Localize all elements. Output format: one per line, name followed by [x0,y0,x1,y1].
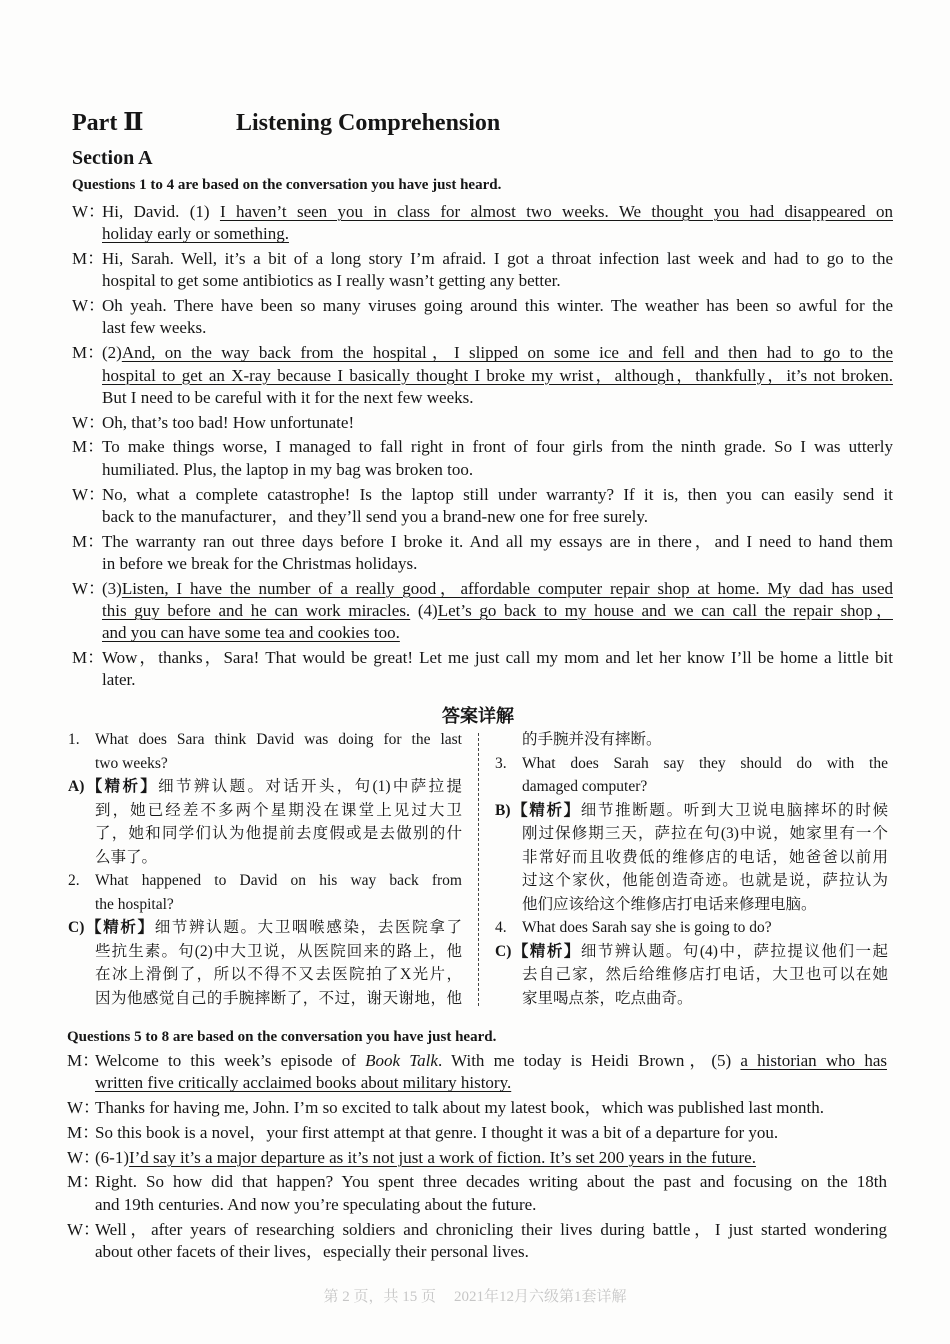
text-line [495,752,888,776]
text-line [95,822,462,846]
text-line [495,916,888,940]
text-run: . With me today is Heidi Brown，(5) [437,1051,741,1070]
text-run: Oh, that’s too bad! How unfortunate! [102,412,355,432]
text-run: Oh yeah. There have been so many viruses going around this winter. The weather has been so awful for the [102,296,893,316]
text-line [102,270,893,292]
dialogue-turn [72,342,893,409]
text-run: hospital to get some antibiotics as I really wasn’t getting any better. [102,271,561,291]
text-line [95,963,462,987]
text-line [495,940,888,964]
speaker-label: W： [72,484,106,504]
answer-choice: C) [68,919,85,936]
text-line [95,1072,887,1094]
text-line [102,436,893,458]
text-line [102,553,893,575]
text-line [522,963,888,987]
text-run: 细节推断题。听到大卫说电脑摔坏的时候 [580,801,888,819]
text-run: What does Sara think David was doing for the last [95,731,462,748]
text-line [522,728,888,752]
text-run: (2) [102,343,122,363]
underlined-text: I’d say it’s a major departure as it’s not just a work of fiction. It’s set 200 years in the future. [128,1147,756,1167]
speaker-label: W： [72,202,106,221]
dialogue-turn [67,1147,887,1169]
text-run: What happened to David on his way back from [95,872,462,889]
answer-choice: C) [495,942,512,960]
underlined-text: a historian who has [740,1051,887,1070]
dialogue-turn [67,1219,887,1264]
text-run: 因为他感觉自己的手腕摔断了，不过，谢天谢地，他 [95,989,462,1007]
text-line [102,600,893,622]
dialogue [67,1050,887,1263]
text-line [102,295,893,317]
text-line [95,1241,887,1263]
text-line [95,752,462,776]
speaker-label: M： [72,531,105,551]
underlined-text: Listen, I have the number of a really good，affordable computer repair shop at home. My dad has used [121,578,893,598]
text-line [102,412,893,434]
speaker-label: W： [72,578,106,598]
question-number: 3. [495,754,507,772]
answer-choice: A) [68,778,85,795]
text-run: Hi, David. (1) [102,202,220,221]
text-line [68,775,462,799]
text-line [95,1219,887,1241]
text-line [95,893,462,917]
bold-tag: 【精析】 [84,778,159,795]
questions-intro: Questions 1 to 4 are based on the conversation you have just heard. [72,177,502,193]
text-run: later. [102,670,136,690]
questions-intro: Questions 5 to 8 are based on the conversation you have just heard. [67,1029,497,1045]
text-run: 到，她已经差不多两个星期没在课堂上见过大卫 [95,801,462,819]
bold-tag: 【精析】 [511,942,581,960]
text-run: 细节辨认题。句(4)中，萨拉提议他们一起 [580,942,888,960]
text-line [522,846,888,870]
text-run: 些抗生素。句(2)中大卫说，从医院回来的路上，他 [95,942,462,960]
text-line [495,799,888,823]
text-run: back to the manufacturer，and they’ll send you a brand-new one for free surely. [102,506,648,526]
text-run: (4) [410,601,438,621]
text-run: 非常好而且收费低的维修店的电话，她爸爸以前用 [522,848,888,866]
text-line [522,893,888,917]
text-line [95,940,462,964]
answer-item [495,799,888,917]
answer-continuation [495,728,888,752]
text-line [95,1050,887,1072]
dialogue-turn [67,1171,887,1216]
bold-tag: 【精析】 [84,919,155,936]
column-divider [478,733,479,1006]
text-run: 的手腕并没有摔断。 [522,731,662,748]
text-run: No, what a complete catastrophe! Is the laptop still under warranty? If it is, then you can easily send it [102,484,893,504]
text-line [102,365,893,387]
page-counter: 第 2 页，共 15 页 [323,1289,436,1305]
text-line [102,647,893,669]
answers-heading: 答案详解 [442,706,514,726]
answer-item [68,916,462,1010]
text-run: The warranty ran out three days before I broke it. And all my essays are in there，and I need to hand them [102,531,893,551]
text-run: 刚过保修期三天，萨拉在句(3)中说，她家里有一个 [522,825,888,842]
text-line [102,201,893,223]
text-line [95,1194,887,1216]
text-run: about other facets of their lives，especially their personal lives. [95,1241,529,1261]
speaker-label: W： [67,1147,101,1167]
question-item [495,916,888,940]
part-title: Listening Comprehension [236,110,501,136]
speaker-label: W： [67,1098,101,1118]
text-run: in before we break for the Christmas holidays. [102,553,418,573]
text-run: 去自己家，然后给维修店打电话，大卫也可以在她 [522,966,888,983]
text-line [102,248,893,270]
bold-tag: 【精析】 [510,801,581,819]
text-run: and 19th centuries. And now you’re speculating about the future. [95,1194,537,1214]
speaker-label: M： [72,249,105,269]
underlined-text: I haven’t seen you in class for almost two weeks. We thought you had disappeared on [219,202,893,221]
text-run: Right. So how did that happen? You spent three decades writing about the past and focusing on the 18th [95,1172,887,1192]
dialogue-turn [72,201,893,246]
speaker-label: W： [72,412,106,432]
text-run: last few weeks. [102,318,207,338]
dialogue-turn [72,412,893,434]
text-line [102,506,893,528]
underlined-text: this guy before and he can work miracles. [102,601,411,621]
page-footer [0,1286,950,1308]
question-item [495,752,888,799]
conversation-2 [67,1027,887,1263]
text-run: the hospital? [95,895,174,913]
dialogue-turn [67,1097,887,1119]
document-title: 2021年12月六级第1套详解 [454,1289,627,1305]
underlined-text: Let’s go back to my house and we can call the repair shop， [437,601,893,621]
speaker-label: M： [72,648,105,668]
text-run: two weeks? [95,754,168,772]
text-run: 他们应该给这个维修店打电话来修理电脑。 [522,895,817,913]
text-run: (3) [102,578,122,598]
text-run: damaged computer? [522,778,648,795]
speaker-label: M： [67,1122,100,1142]
text-run: Well，after years of researching soldiers and chronicling their lives during battle，I just started wondering [95,1219,887,1239]
text-run: What does Sarah say she is going to do? [522,919,772,936]
text-line [102,342,893,364]
text-line [102,531,893,553]
text-line [522,822,888,846]
underlined-text: holiday early or something. [102,224,289,244]
answer-choice: B) [495,801,511,819]
dialogue-turn [72,295,893,340]
answer-item [495,940,888,1011]
text-line [102,223,893,245]
text-run: But I need to be careful with it for the next few weeks. [102,387,474,407]
dialogue-turn [67,1050,887,1095]
text-line [95,1122,887,1144]
text-run: So this book is a novel，your first attempt at that genre. I thought it was a bit of a departure for you. [95,1122,779,1142]
speaker-label: M： [72,343,105,363]
dialogue-turn [67,1122,887,1144]
text-line [95,1147,887,1169]
speaker-label: M： [72,437,105,457]
text-line [95,846,462,870]
text-line [68,728,462,752]
text-line [95,1097,887,1119]
text-run: 过这个家伙，他能创造奇迹。也就是说，萨拉认为 [522,872,888,889]
text-run: humiliated. Plus, the laptop in my bag was broken too. [102,459,474,479]
text-line [522,869,888,893]
text-run: (6-1) [95,1147,129,1167]
text-line [95,799,462,823]
dialogue-turn [72,578,893,645]
answers-right-column [495,728,888,1010]
underlined-text: And, on the way back from the hospital，I slipped on some ice and fell and then had to go to the [121,343,893,363]
speaker-label: M： [67,1051,100,1070]
text-run: 么事了。 [95,848,158,866]
underlined-text: and you can have some tea and cookies too. [102,623,400,643]
text-line [522,775,888,799]
text-line [95,987,462,1011]
dialogue-turn [72,531,893,576]
question-number: 4. [495,919,507,936]
speaker-label: M： [67,1172,100,1192]
text-line [102,578,893,600]
underlined-text: written five critically acclaimed books about military history. [95,1073,512,1093]
speaker-label: W： [67,1219,101,1239]
text-run: 家里喝点茶，吃点曲奇。 [522,989,693,1007]
text-run: 细节辨认题。大卫咽喉感染，去医院拿了 [154,919,462,936]
text-line [102,317,893,339]
answers-left-column [68,728,462,1010]
text-run: 了，她和同学们认为他提前去度假或是去做别的什 [95,825,462,842]
text-line [102,459,893,481]
text-line [522,987,888,1011]
text-line [68,916,462,940]
question-number: 1. [68,731,80,748]
text-run: To make things worse, I managed to fall right in front of four girls from the ninth grade. So I was utterly [102,437,893,457]
question-number: 2. [68,872,80,889]
dialogue-turn [72,647,893,692]
text-run: 细节辨认题。对话开头，句(1)中萨拉提 [158,778,462,795]
dialogue [72,201,893,692]
text-run: Thanks for having me, John. I’m so excited to talk about my latest book，which was published last month. [95,1098,824,1118]
answer-item [68,775,462,869]
text-line [95,1171,887,1193]
text-run: 在冰上滑倒了，所以不得不又去医院拍了X光片， [95,966,462,983]
dialogue-turn [72,484,893,529]
text-run: Wow，thanks，Sara! That would be great! Let me just call my mom and let her know I’ll be home a little bit [102,648,893,668]
conversation-1 [72,175,893,692]
text-line [102,669,893,691]
part-label: Part Ⅱ [72,110,144,136]
text-run: Welcome to this week’s episode of [95,1051,366,1070]
text-run: Hi, Sarah. Well, it’s a bit of a long story I’m afraid. I got a throat infection last week and had to go to the [102,249,893,269]
text-line [102,622,893,644]
text-line [102,484,893,506]
dialogue-turn [72,436,893,481]
question-item [68,728,462,775]
section-heading: Section A [72,147,153,169]
dialogue-turn [72,248,893,293]
text-line [68,869,462,893]
question-item [68,869,462,916]
italic-title: Book Talk [365,1051,438,1070]
text-line [102,387,893,409]
underlined-text: hospital to get an X-ray because I basically thought I broke my wrist，although，thankfully，it’s not broken. [102,365,893,385]
text-run: What does Sarah say they should do with the [522,754,888,772]
speaker-label: W： [72,296,106,316]
